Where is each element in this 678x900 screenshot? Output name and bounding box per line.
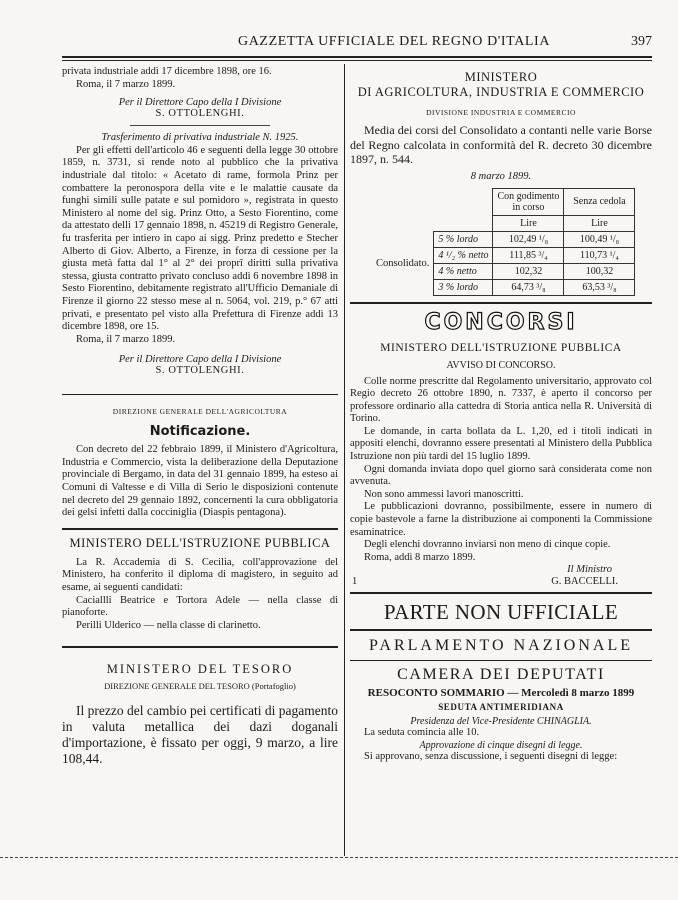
- row-value: 100,49 ¹/₈: [564, 231, 635, 247]
- row-name: 4 % netto: [434, 263, 493, 279]
- camera-heading: CAMERA DEI DEPUTATI: [397, 666, 605, 684]
- approvazione-title: Approvazione di cinque disegni di legge.: [419, 740, 583, 751]
- unit-label: Lire: [493, 215, 564, 231]
- notification-title: Notificazione.: [149, 424, 251, 440]
- agri-directorate: DIREZIONE GENERALE DELL'AGRICOLTURA: [112, 407, 288, 417]
- row-value: 102,32: [493, 263, 564, 279]
- ministry-agriculture-heading: MINISTERO: [464, 70, 538, 84]
- ministry-education-heading: MINISTERO DELL'ISTRUZIONE PUBBLICA: [380, 341, 622, 354]
- ministry-treasury-heading: MINISTERO DEL TESORO: [106, 662, 294, 677]
- separator: [350, 629, 652, 631]
- resoconto-line: RESOCONTO SOMMARIO — Mercoledì 8 marzo 1899: [367, 687, 635, 700]
- avviso-paragraph: Degli elenchi dovranno inviarsi non meno di cinque copie.: [364, 539, 611, 551]
- signature-name: S. OTTOLENGHI.: [155, 365, 245, 377]
- candidate-2: Perilli Ulderico — nella classe di clarinetto.: [76, 619, 261, 631]
- avviso-paragraph: Le domande, in carta bollata da L. 1,20, ed i titoli indicati in appositi elenchi, dovranno essere presentati al Ministero della Pubblica Istruzione non più tardi del 15 luglio 1899.: [350, 425, 652, 463]
- separator: [62, 394, 338, 395]
- division-label: DIVISIONE INDUSTRIA E COMMERCIO: [426, 108, 576, 117]
- separator: [350, 660, 652, 661]
- parlamento-heading: PARLAMENTO NAZIONALE: [369, 637, 633, 655]
- media-date: 8 marzo 1899.: [470, 170, 532, 182]
- page-header: [62, 34, 652, 54]
- notification-body: Con decreto del 22 febbraio 1899, il Ministero d'Agricoltura, Industria e Commercio, vista la deliberazione della Deputazione provinciale di Bergamo, in data del 31 gennaio 1899, ha esteso ai Comuni di Valtesse e di Villa di Serio le disposizioni contenute nel decreto del 29 gennaio 1892, concernenti la cura obbligatoria dei gelsi infetti dalla cocciniglia (Diaspis pentagona).: [62, 444, 338, 519]
- concorsi-heading: CONCORSI: [424, 309, 578, 335]
- treasury-directorate: DIREZIONE GENERALE DEL TESORO (Portafoglio): [104, 681, 296, 692]
- row-value: 111,85 ³/₄: [493, 247, 564, 263]
- ministry-education-heading: MINISTERO DELL'ISTRUZIONE PUBBLICA: [69, 535, 331, 550]
- avviso-paragraph: Ogni domanda inviata dopo quel giorno sarà considerata come non avvenuta.: [350, 463, 652, 488]
- row-name: 3 % lordo: [434, 279, 493, 295]
- signature-role: Per il Direttore Capo della I Divisione: [118, 354, 282, 366]
- row-value: 63,53 ³/₈: [564, 279, 635, 295]
- bottom-rule: [0, 857, 678, 858]
- signature-role: Per il Direttore Capo della I Divisione: [118, 97, 282, 109]
- signature-name: S. OTTOLENGHI.: [155, 108, 245, 120]
- avviso-title: AVVISO DI CONCORSO.: [446, 359, 556, 371]
- avviso-date: Roma, addì 8 marzo 1899.: [364, 551, 476, 563]
- media-body: Media dei corsi del Consolidato a contanti nelle varie Borse del Regno calcolata in conformità del R. decreto 30 dicembre 1897, n. 544.: [350, 123, 652, 166]
- header-rule: [62, 56, 652, 58]
- row-value: 110,73 ¹/₄: [564, 247, 635, 263]
- row-value: 100,32: [564, 263, 635, 279]
- candidate-1: Caciallli Beatrice e Tortora Adele — nella classe di pianoforte.: [62, 594, 338, 619]
- continuation-date: Roma, il 7 marzo 1899.: [76, 78, 176, 90]
- unit-label: Lire: [564, 215, 635, 231]
- separator: [62, 646, 338, 648]
- column-divider: [344, 64, 345, 856]
- row-name: 5 % lordo: [434, 231, 493, 247]
- row-label: Consolidato.: [376, 257, 430, 269]
- row-name: 4 ¹/₂ % netto: [434, 247, 493, 263]
- col-header-godimento: Con godimento in corso: [493, 188, 564, 215]
- seduta-start: La seduta comincia alle 10.: [364, 727, 480, 739]
- right-column: [350, 66, 652, 764]
- avviso-paragraph: Le pubblicazioni dovranno, possibilmente, essere in numero di copie bastevole a farne la distribuzione ai componenti la Commissione esaminatrice.: [350, 501, 652, 538]
- continuation-line: privata industriale addì 17 dicembre 1898, ore 16.: [62, 66, 272, 77]
- seduta-label: SEDUTA ANTIMERIDIANA: [438, 702, 564, 713]
- row-value: 64,73 ³/₈: [493, 279, 564, 295]
- separator: [62, 528, 338, 530]
- transfer-date: Roma, il 7 marzo 1899.: [76, 333, 176, 345]
- col-header-cedola: Senza cedola: [564, 188, 635, 215]
- minister-role: Il Ministro: [567, 564, 612, 576]
- page-number: 397: [631, 34, 652, 49]
- transfer-title: Trasferimento di privativa industriale N. 1925.: [101, 132, 299, 144]
- presidenza-line: Presidenza del Vice-Presidente CHINAGLIA.: [410, 716, 592, 728]
- transfer-body: Per gli effetti dell'articolo 46 e seguenti della legge 30 ottobre 1859, n. 3731, si rende noto al pubblico che la privativa industriale dal titolo: « Acetato di rame, formola Prinz per combattere la peronospora della vite e le malattie causate da funghi simili sulle patate e sul pomidoro », registrata in questo Ministero al nome del sig. Prinz Otto, a Sesto Fiorentino, come da attestato delli 17 gennaio 1898, n. 45219 di Registro Generale, fu trasferita per intiero in capo ai sigg. Prinz predetto e Stecher Alberto di Giov. Alberto, a Firenze, in forza di cessione per la giusta metà fatta dal 1° al 2° dei proprî diritti sulla privativa stessa, giusta contratto privato concluso addì 6 novembre 1898 in Sesto Fiorentino, debitamente registrato all'Ufficio Demaniale di Firenze il giorno 22 stesso mese al n. 5064, vol. 219, p.° 67 atti privati, e presentato pel visto alla Prefettura di Firenze addì 13 dicembre 1898, ore 15.: [62, 144, 338, 333]
- row-value: 102,49 ¹/₈: [493, 231, 564, 247]
- separator: [350, 302, 652, 304]
- treasury-body: Il prezzo del cambio pei certificati di pagamento in valuta metallica dei dazi doganali d'importazione, è fissato per oggi, 9 marzo, a lire 108,44.: [62, 703, 339, 767]
- header-rule-thin: [62, 60, 652, 61]
- avviso-paragraph: Non sono ammessi lavori manoscritti.: [364, 488, 524, 500]
- gazette-title: GAZZETTA UFFICIALE DEL REGNO D'ITALIA: [238, 34, 551, 49]
- separator: [130, 125, 270, 126]
- separator: [350, 592, 652, 594]
- notice-number: 1: [352, 576, 358, 588]
- ministry-agriculture-subheading: DI AGRICOLTURA, INDUSTRIA E COMMERCIO: [357, 85, 645, 99]
- avviso-paragraph: Colle norme prescritte dal Regolamento universitario, approvato col Regio decreto 26 ottobre 1890, n. 7337, è aperto il concorso per professore ordinario alla cattedra di Storia antica nella R. Università di Torino.: [350, 375, 652, 425]
- approvazione-body: Si approvano, senza discussione, i seguenti disegni di legge:: [364, 751, 618, 762]
- left-column: [62, 66, 338, 767]
- table-row: [372, 231, 635, 247]
- parte-non-ufficiale: PARTE NON UFFICIALE: [383, 600, 619, 625]
- minister-name: G. BACCELLI.: [551, 576, 618, 588]
- education-body: La R. Accademia di S. Cecilia, coll'approvazione del Ministero, ha conferito il diploma di magistero, in seguito ad esame, ai seguenti candidati:: [62, 556, 338, 594]
- consolidato-table: [372, 188, 635, 296]
